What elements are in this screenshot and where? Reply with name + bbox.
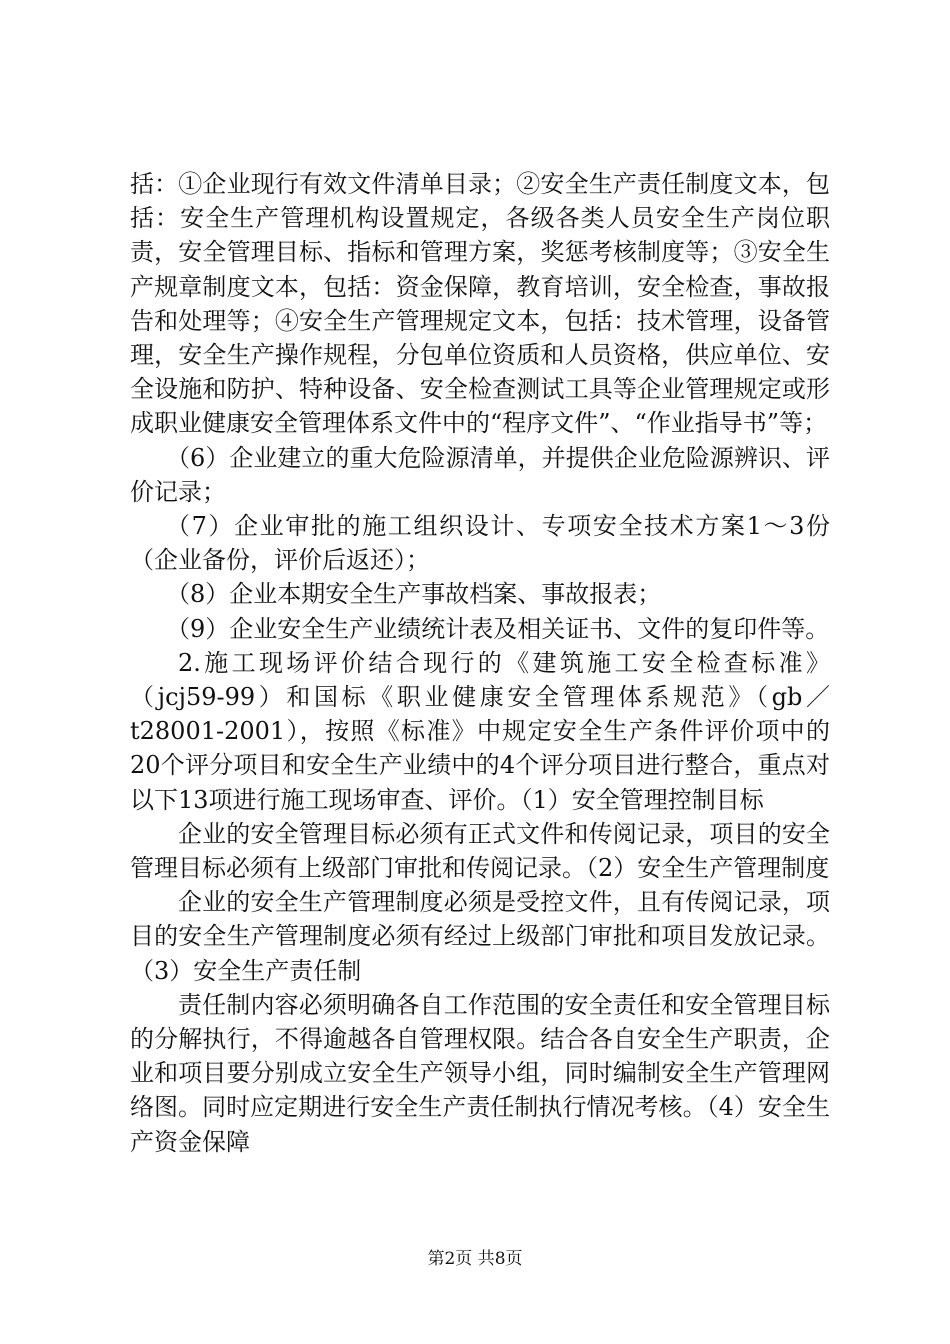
paragraph-item-7: （7）企业审批的施工组织设计、专项安全技术方案1～3份（企业备份，评价后返还）； xyxy=(130,512,830,575)
paragraph-continued-list: 括：①企业现行有效文件清单目录；②安全生产责任制度文本，包括：安全生产管理机构设置规定，各级各类人员安全生产岗位职责，安全管理目标、指标和管理方案，奖惩考核制度等；③安全生产规章制度文本，包括：资金保障，教育培训，安全检查，事故报告和处理等；④安全生产管理规定文本，包括：技术管理，设备管理，安全生产操作规程，分包单位资质和人员资格，供应单位、安全设施和防护、特种设备、安全检查测试工具等企业管理规定或形成职业健康安全管理体系文件中的“程序文件”、“作业指导书”等； xyxy=(130,170,830,438)
paragraph-item-8: （8）企业本期安全生产事故档案、事故报表； xyxy=(166,580,662,609)
document-body xyxy=(130,167,830,1159)
paragraph-item-9: （9）企业安全生产业绩统计表及相关证书、文件的复印件等。 xyxy=(166,614,830,643)
paragraph-item-6: （6）企业建立的重大危险源清单，并提供企业危险源辨识、评价记录； xyxy=(130,443,830,506)
paragraph-responsibility: 责任制内容必须明确各自工作范围的安全责任和安全管理目标的分解执行，不得逾越各自管理权限。结合各自安全生产职责，企业和项目要分别成立安全生产领导小组，同时编制安全生产管理网络图。同时应定期进行安全生产责任制执行情况考核。（4）安全生产资金保障 xyxy=(130,990,830,1156)
paragraph-safety-target: 企业的安全管理目标必须有正式文件和传阅记录，项目的安全管理目标必须有上级部门审批和传阅记录。（2）安全生产管理制度 xyxy=(130,819,830,883)
page-footer: 第2页 共8页 xyxy=(427,1249,523,1269)
paragraph-safety-system: 企业的安全生产管理制度必须是受控文件，且有传阅记录，项目的安全生产管理制度必须有经过上级部门审批和项目发放记录。（3）安全生产责任制 xyxy=(130,888,830,985)
paragraph-site-evaluation: 2.施工现场评价结合现行的《建筑施工安全检查标准》（jcj59-99）和国标《职业健康安全管理体系规范》（gb／t28001-2001），按照《标准》中规定安全生产条件评价项中的20个评分项目和安全生产业绩中的4个评分项目进行整合，重点对以下13项进行施工现场审查、评价。（1）安全管理控制目标 xyxy=(130,648,830,814)
